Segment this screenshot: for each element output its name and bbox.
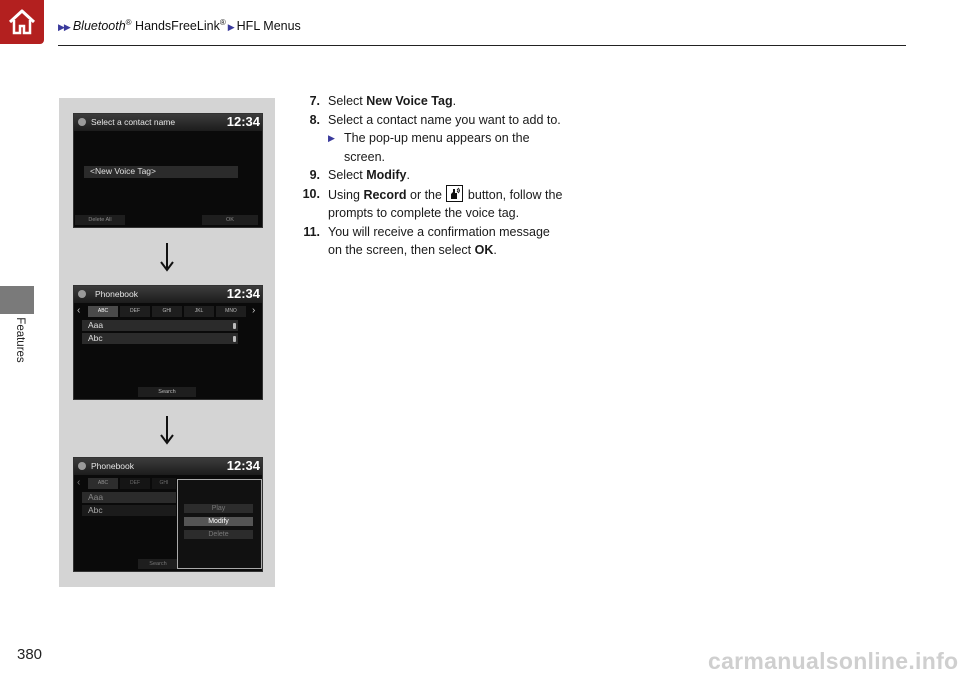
registered-mark: ® bbox=[219, 18, 226, 27]
breadcrumb-item[interactable]: HandsFreeLink bbox=[131, 19, 220, 34]
home-icon bbox=[6, 6, 38, 38]
voice-tag-icon bbox=[233, 336, 236, 342]
header-divider bbox=[58, 45, 906, 46]
step-10-cont: prompts to complete the voice tag. bbox=[328, 206, 520, 220]
menu-dot-icon bbox=[78, 290, 86, 298]
alphabet-tabs bbox=[76, 306, 260, 317]
screen-select-contact bbox=[73, 113, 263, 228]
instruction-steps bbox=[282, 92, 622, 260]
step-number: 11. bbox=[303, 224, 320, 239]
home-button[interactable] bbox=[0, 0, 44, 44]
breadcrumb-item[interactable]: Bluetooth bbox=[72, 19, 126, 34]
menu-dot-icon bbox=[78, 462, 86, 470]
breadcrumb-item[interactable]: HFL Menus bbox=[236, 19, 301, 34]
voice-tag-icon bbox=[233, 323, 236, 329]
chevron-left-icon[interactable]: ‹ bbox=[77, 477, 81, 488]
talk-button-icon bbox=[446, 185, 463, 202]
delete-all-button[interactable]: Delete All bbox=[75, 215, 125, 225]
tab-def[interactable]: DEF bbox=[120, 306, 150, 317]
step-11: 11. You will receive a confirmation message bbox=[282, 223, 622, 242]
step-number: 10. bbox=[302, 186, 320, 201]
ui-term: OK bbox=[474, 243, 494, 257]
search-button[interactable]: Search bbox=[138, 387, 196, 397]
contact-row[interactable]: Abc bbox=[82, 333, 238, 344]
down-arrow-icon bbox=[159, 415, 175, 445]
down-arrow-icon bbox=[159, 242, 175, 272]
screen-clock: 12:34 bbox=[226, 286, 260, 301]
screen-title: Phonebook bbox=[91, 461, 135, 471]
step-8: 8. Select a contact name you want to add to. bbox=[282, 111, 622, 130]
popup-menu bbox=[177, 479, 262, 569]
watermark: carmanualsonline.info bbox=[708, 648, 959, 674]
tab-abc[interactable]: ABC bbox=[88, 478, 118, 489]
tab-ghi[interactable]: GHI bbox=[152, 478, 176, 489]
step-9: 9. Select Modify. bbox=[282, 166, 622, 185]
tab-def[interactable]: DEF bbox=[120, 478, 150, 489]
registered-mark: ® bbox=[125, 18, 132, 27]
tab-ghi[interactable]: GHI bbox=[152, 306, 182, 317]
tab-jkl[interactable]: JKL bbox=[184, 306, 214, 317]
ui-term: Modify bbox=[366, 168, 407, 182]
menu-dot-icon bbox=[78, 118, 86, 126]
tab-mno[interactable]: MNO bbox=[216, 306, 246, 317]
result-arrow-icon: ▶ bbox=[328, 133, 335, 143]
screen-title: Select a contact name bbox=[91, 117, 176, 127]
new-voice-tag-item[interactable]: <New Voice Tag> bbox=[84, 166, 238, 178]
screen-clock: 12:34 bbox=[226, 114, 260, 129]
step-7: 7. Select New Voice Tag. bbox=[282, 92, 622, 111]
contact-row[interactable]: Abc bbox=[82, 505, 176, 516]
ui-term: Record bbox=[363, 187, 407, 202]
breadcrumb-arrow-icon: ▶▶ bbox=[58, 22, 70, 33]
page-number: 380 bbox=[17, 646, 43, 663]
step-number: 7. bbox=[309, 94, 320, 108]
contact-row[interactable]: Aaa bbox=[82, 492, 176, 503]
ok-button[interactable]: OK bbox=[202, 215, 258, 225]
step-11-cont: on the screen, then select OK. bbox=[328, 243, 497, 257]
step-number: 8. bbox=[309, 112, 320, 127]
modify-option[interactable]: Modify bbox=[184, 517, 253, 526]
play-option[interactable]: Play bbox=[184, 504, 253, 513]
search-button[interactable]: Search bbox=[138, 559, 178, 569]
contact-row[interactable]: Aaa bbox=[82, 320, 238, 331]
screen-clock: 12:34 bbox=[226, 458, 260, 473]
screen-title: Phonebook bbox=[95, 289, 139, 299]
screen-phonebook bbox=[73, 285, 263, 400]
ui-term: New Voice Tag bbox=[366, 94, 453, 108]
breadcrumb bbox=[58, 18, 301, 33]
step-10: 10. Using Record or the button, follow the bbox=[282, 185, 622, 205]
step-8-result-cont: screen. bbox=[344, 149, 385, 164]
step-number: 9. bbox=[309, 168, 320, 182]
step-8-result: ▶ The pop-up menu appears on the bbox=[282, 129, 622, 148]
chevron-right-icon[interactable]: › bbox=[252, 305, 256, 316]
delete-option[interactable]: Delete bbox=[184, 530, 253, 539]
chevron-left-icon[interactable]: ‹ bbox=[77, 305, 81, 316]
screen-phonebook-popup bbox=[73, 457, 263, 572]
tab-abc[interactable]: ABC bbox=[88, 306, 118, 317]
breadcrumb-arrow-icon: ▶ bbox=[227, 22, 234, 33]
